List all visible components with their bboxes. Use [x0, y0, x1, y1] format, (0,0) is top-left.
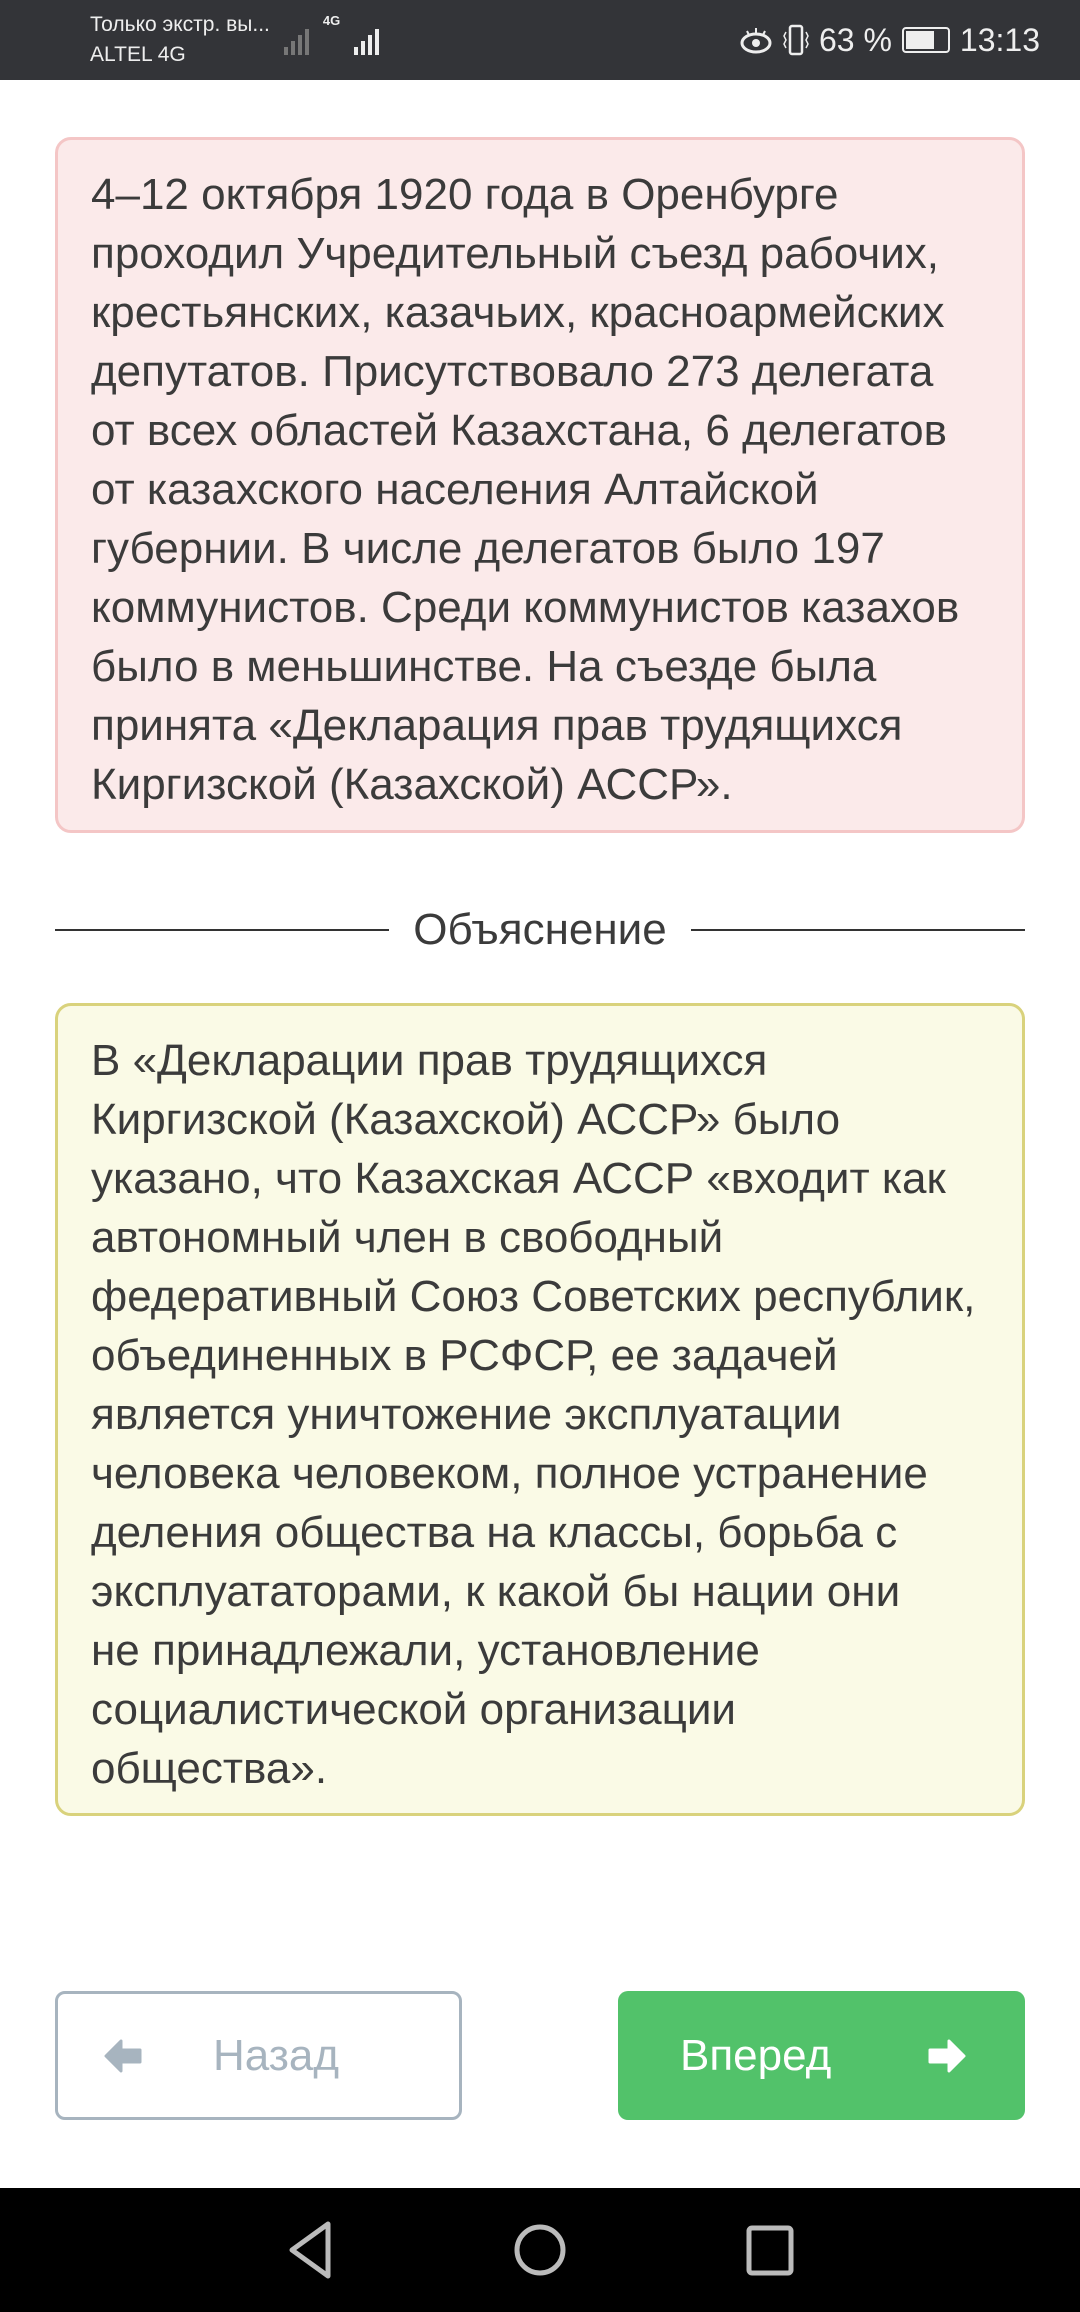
text-line: объединенных в РСФСР, ее задачей: [91, 1331, 838, 1380]
divider-rule-left: [55, 929, 389, 931]
back-button[interactable]: [55, 1991, 462, 2120]
signal-4g-icon: [354, 25, 379, 55]
text-line: от казахского населения Алтайской: [91, 465, 819, 514]
text-line: принята «Декларация прав трудящихся: [91, 701, 903, 750]
signal-icon: [284, 25, 309, 55]
text-line: губернии. В числе делегатов было 197: [91, 524, 885, 573]
recents-nav-icon[interactable]: [749, 2228, 791, 2273]
explanation-divider: [55, 900, 1025, 960]
text-line: эксплуататорами, к какой бы нации они: [91, 1567, 901, 1616]
text-line: Киргизской (Казахской) АССР».: [91, 760, 733, 809]
forward-button[interactable]: [618, 1991, 1025, 2120]
arrow-left-icon: [103, 2038, 143, 2074]
network-type: 4G: [322, 13, 341, 28]
text-line: Киргизской (Казахской) АССР» было: [91, 1095, 841, 1144]
back-button-label: Назад: [213, 2030, 340, 2080]
text-line: было в меньшинстве. На съезде была: [91, 642, 877, 691]
home-nav-icon[interactable]: [517, 2227, 563, 2273]
clock: 13:13: [959, 22, 1040, 58]
battery-icon: [902, 27, 950, 53]
text-line: общества».: [91, 1744, 328, 1793]
text-line: человека человеком, полное устранение: [91, 1449, 928, 1498]
text-line: В «Декларации прав трудящихся: [91, 1036, 768, 1085]
back-nav-icon[interactable]: [292, 2224, 328, 2276]
text-line: социалистической организации: [91, 1685, 736, 1734]
eye-comfort-icon: [739, 26, 773, 54]
text-line: автономный член в свободный: [91, 1213, 724, 1262]
navigation-bar: [0, 2188, 1080, 2312]
status-bar: [0, 0, 1080, 80]
text-line: является уничтожение эксплуатации: [91, 1390, 842, 1439]
divider-rule-right: [691, 929, 1025, 931]
text-line: проходил Учредительный съезд рабочих,: [91, 229, 940, 278]
battery-percent: 63 %: [818, 22, 892, 58]
text-line: 4–12 октября 1920 года в Оренбурге: [91, 170, 839, 219]
explanation-heading: Объяснение: [413, 905, 667, 954]
text-line: указано, что Казахская АССР «входит как: [91, 1154, 946, 1203]
text-line: депутатов. Присутствовало 273 делегата: [91, 347, 934, 396]
text-line: крестьянских, казачьих, красноармейских: [91, 288, 945, 337]
carrier-name: ALTEL 4G: [90, 43, 186, 66]
question-card: [55, 137, 1025, 833]
text-line: федеративный Союз Советских республик,: [91, 1272, 976, 1321]
text-line: коммунистов. Среди коммунистов казахов: [91, 583, 960, 632]
text-line: не принадлежали, установление: [91, 1626, 760, 1675]
forward-button-label: Вперед: [680, 2030, 832, 2080]
notification-text: Только экстр. вы...: [90, 13, 270, 36]
text-line: от всех областей Казахстана, 6 делегатов: [91, 406, 947, 455]
arrow-right-icon: [927, 2038, 967, 2074]
vibrate-icon: [783, 24, 809, 56]
explanation-card: [55, 1003, 1025, 1816]
text-line: деления общества на классы, борьба с: [91, 1508, 898, 1557]
